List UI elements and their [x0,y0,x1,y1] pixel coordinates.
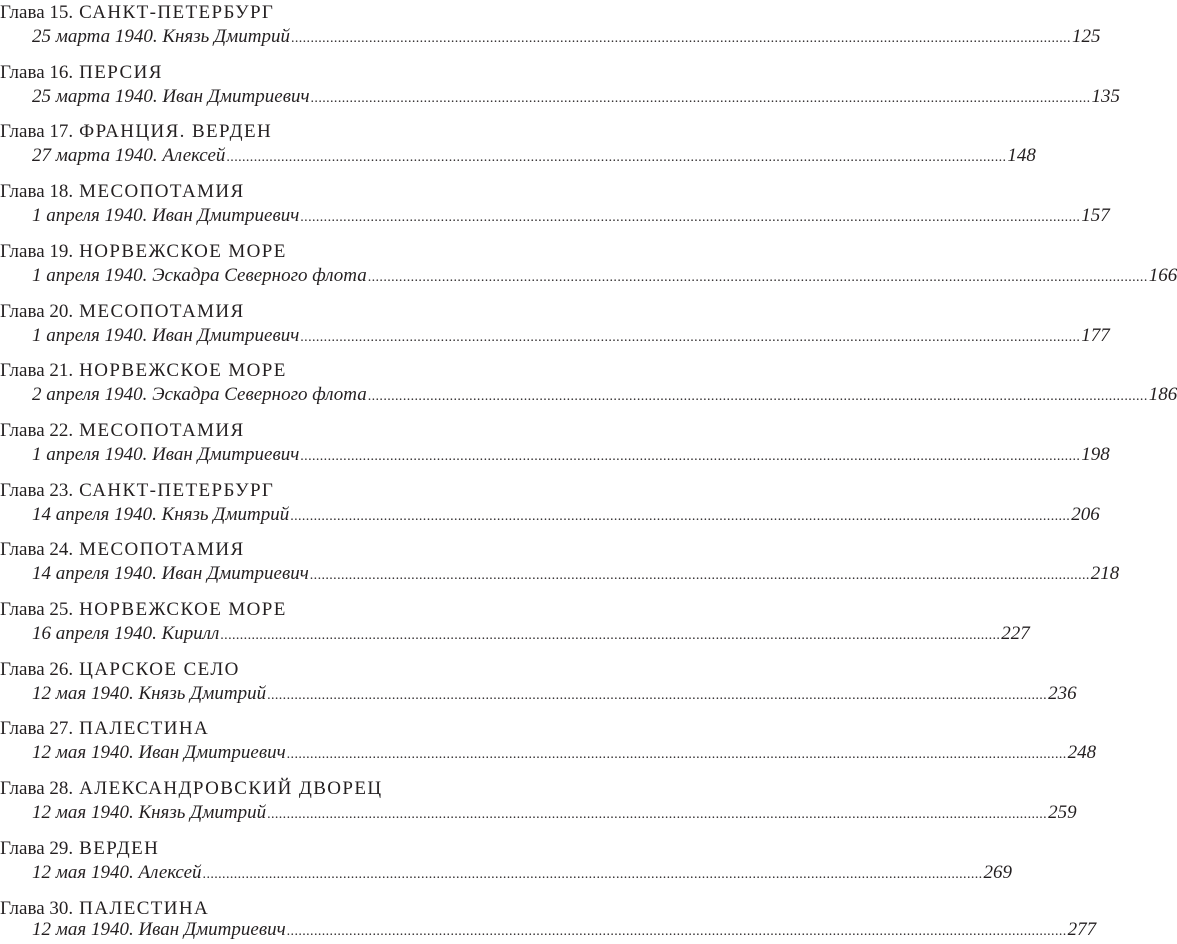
toc-entry [0,0,1101,56]
chapter-heading [0,657,240,681]
page-number: 135 [1091,85,1121,107]
dot-leader: ........................................................................................................................................................................................................ [367,269,1148,285]
chapter-heading [0,597,287,621]
chapter-number: Глава 16. [0,61,74,83]
toc-entry [0,657,1077,713]
page-number: 277 [1067,918,1097,940]
chapter-subtitle-line [32,622,1030,646]
chapter-title: МЕСОПОТАМИЯ [79,419,245,441]
chapter-heading [0,478,274,502]
chapter-number: Глава 24. [0,539,74,561]
chapter-number: Глава 28. [0,778,74,800]
chapter-title: САНКТ-ПЕТЕРБУРГ [79,479,275,501]
chapter-subtitle-line [32,741,1097,765]
dot-leader: ........................................................................................................................................................................................................ [220,628,1001,643]
dot-leader: ........................................................................................................................................................................................................ [202,866,983,882]
chapter-number: Глава 30. [0,897,74,919]
chapter-number: Глава 23. [0,479,74,501]
chapter-title: ПАЛЕСТИНА [79,718,210,740]
chapter-title: НОРВЕЖСКОЕ МОРЕ [79,360,287,382]
chapter-number: Глава 21. [0,360,74,382]
chapter-subtitle-line [32,25,1101,49]
chapter-subtitle: 25 марта 1940. Князь Дмитрий [32,26,290,47]
dot-leader: ........................................................................................................................................................................................................ [286,747,1067,763]
chapter-title: ВЕРДЕН [79,837,160,859]
chapter-heading [0,776,383,800]
chapter-subtitle-line [32,801,1077,825]
chapter-number: Глава 17. [0,121,74,143]
chapter-subtitle-line [32,204,1110,228]
toc-entry [0,358,1177,414]
toc-entry [0,716,1097,772]
dot-leader: ........................................................................................................................................................................................................ [367,389,1148,405]
dot-leader: ........................................................................................................................................................................................................ [290,508,1071,524]
chapter-number: Глава 25. [0,599,74,620]
chapter-heading [0,239,287,263]
chapter-subtitle-line [32,918,1097,942]
page-number: 125 [1071,26,1101,47]
chapter-heading [0,418,245,442]
chapter-heading [0,179,245,203]
chapter-title: ЦАРСКОЕ СЕЛО [79,658,240,680]
page-number: 157 [1081,205,1110,227]
dot-leader: ........................................................................................................................................................................................................ [267,807,1048,823]
chapter-heading [0,119,272,143]
chapter-subtitle: 1 апреля 1940. Иван Дмитриевич [32,205,300,227]
toc-entry [0,896,1097,942]
page-number: 269 [983,861,1013,883]
chapter-title: МЕСОПОТАМИЯ [79,539,245,561]
page-number: 177 [1081,324,1110,346]
chapter-subtitle: 2 апреля 1940. Эскадра Северного флота [32,384,367,406]
chapter-number: Глава 27. [0,718,74,740]
chapter-subtitle-line [32,562,1120,586]
chapter-subtitle: 12 мая 1940. Алексей [32,861,202,883]
chapter-heading [0,0,274,24]
chapter-title: МЕСОПОТАМИЯ [79,181,245,203]
chapter-subtitle: 1 апреля 1940. Иван Дмитриевич [32,443,300,465]
toc-entry [0,239,1177,295]
dot-leader: ........................................................................................................................................................................................................ [310,90,1091,106]
chapter-heading [0,896,209,920]
page-number: 198 [1081,443,1110,465]
chapter-title: ПЕРСИЯ [79,61,163,83]
chapter-subtitle: 12 мая 1940. Иван Дмитриевич [32,742,286,764]
chapter-heading [0,716,209,740]
dot-leader: ........................................................................................................................................................................................................ [309,568,1090,584]
chapter-subtitle-line [32,682,1077,706]
chapter-subtitle: 27 марта 1940. Алексей [32,145,226,167]
dot-leader: ........................................................................................................................................................................................................ [300,448,1081,464]
toc-entry [0,836,1013,892]
chapter-number: Глава 20. [0,300,74,322]
dot-leader: ........................................................................................................................................................................................................ [300,210,1081,226]
page-number: 259 [1048,802,1077,824]
chapter-subtitle: 14 апреля 1940. Иван Дмитриевич [32,563,309,585]
dot-leader: ........................................................................................................................................................................................................ [290,31,1071,46]
chapter-title: НОРВЕЖСКОЕ МОРЕ [79,599,287,620]
page-number: 206 [1071,503,1100,525]
chapter-subtitle-line [32,443,1110,467]
toc-entry [0,179,1110,235]
chapter-subtitle: 12 мая 1940. Князь Дмитрий [32,802,267,824]
toc-entry [0,60,1121,116]
chapter-subtitle-line [32,264,1177,288]
chapter-title: НОРВЕЖСКОЕ МОРЕ [79,240,287,262]
toc-entry [0,119,1036,175]
toc-entry [0,537,1120,593]
chapter-subtitle-line [32,383,1177,407]
toc-entry [0,478,1100,534]
chapter-subtitle: 25 марта 1940. Иван Дмитриевич [32,85,310,107]
chapter-number: Глава 15. [0,2,74,23]
page-number: 148 [1007,145,1036,167]
page-number: 166 [1148,264,1177,286]
chapter-number: Глава 26. [0,658,74,680]
toc-entry [0,597,1030,653]
chapter-subtitle-line [32,324,1110,348]
chapter-number: Глава 19. [0,240,74,262]
chapter-title: ФРАНЦИЯ. ВЕРДЕН [79,121,273,143]
chapter-title: ПАЛЕСТИНА [79,897,210,919]
dot-leader: ........................................................................................................................................................................................................ [300,329,1081,345]
chapter-heading [0,537,245,561]
chapter-subtitle: 1 апреля 1940. Иван Дмитриевич [32,324,300,346]
chapter-title: МЕСОПОТАМИЯ [79,300,245,322]
chapter-number: Глава 22. [0,419,74,441]
dot-leader: ........................................................................................................................................................................................................ [226,150,1007,166]
chapter-number: Глава 18. [0,181,74,203]
page-number: 248 [1067,742,1097,764]
page-number: 236 [1048,682,1077,704]
dot-leader: ........................................................................................................................................................................................................ [267,687,1048,703]
dot-leader: ........................................................................................................................................................................................................ [286,923,1067,939]
chapter-heading [0,836,159,860]
toc-entry [0,776,1077,832]
chapter-heading [0,299,245,323]
chapter-subtitle-line [32,503,1100,527]
chapter-subtitle-line [32,144,1036,168]
chapter-heading [0,60,163,84]
chapter-subtitle: 12 мая 1940. Иван Дмитриевич [32,918,286,940]
chapter-title: АЛЕКСАНДРОВСКИЙ ДВОРЕЦ [79,778,383,800]
chapter-subtitle: 1 апреля 1940. Эскадра Северного флота [32,264,367,286]
page-number: 218 [1090,563,1120,585]
toc-entry [0,299,1110,355]
toc-entry [0,418,1110,474]
chapter-subtitle-line [32,861,1013,885]
chapter-subtitle-line [32,85,1121,109]
page-number: 186 [1148,384,1177,406]
chapter-number: Глава 29. [0,837,74,859]
chapter-subtitle: 14 апреля 1940. Князь Дмитрий [32,503,290,525]
chapter-heading [0,358,287,382]
chapter-subtitle: 12 мая 1940. Князь Дмитрий [32,682,267,704]
chapter-subtitle: 16 апреля 1940. Кирилл [32,623,220,644]
page-number: 227 [1001,623,1030,644]
chapter-title: САНКТ-ПЕТЕРБУРГ [79,2,275,23]
